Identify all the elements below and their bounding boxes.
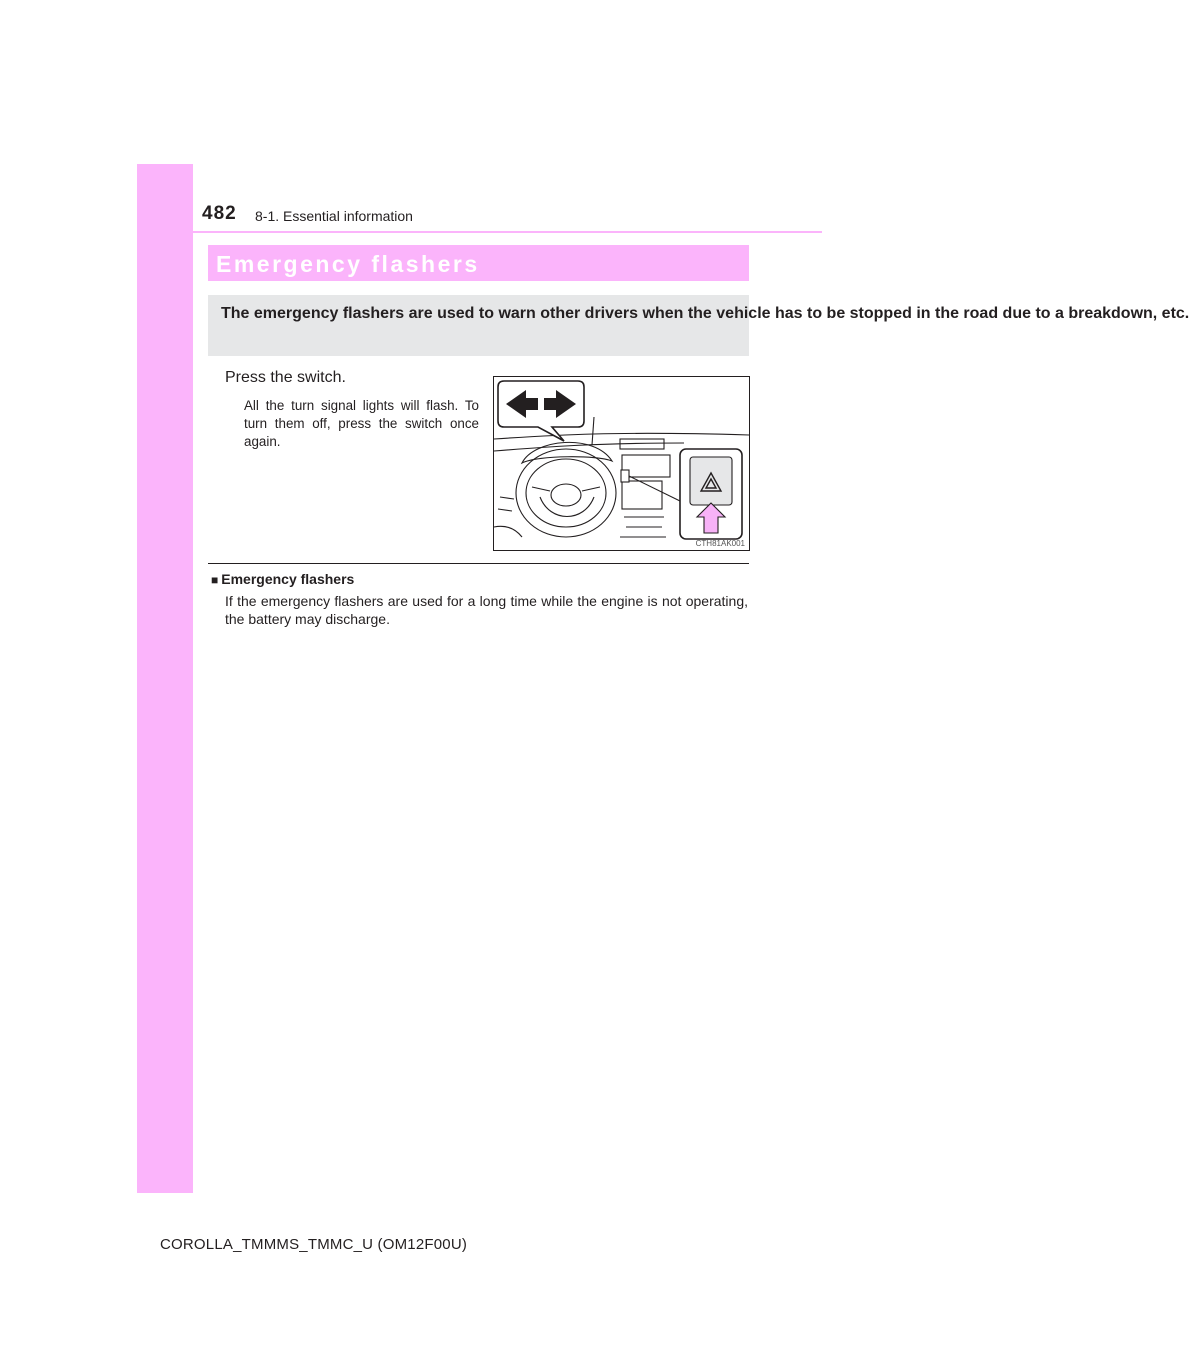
step-body: All the turn signal lights will flash. To turn them off, press the switch once again. <box>244 398 479 449</box>
note-heading-text: Emergency flashers <box>221 571 355 587</box>
intro-box <box>208 295 1189 356</box>
header-rule <box>193 231 822 233</box>
step-title: Press the switch. <box>225 369 346 386</box>
dashboard-drawing <box>494 377 749 550</box>
section-rule <box>208 563 749 564</box>
intro-text: The emergency flashers are used to warn other drivers when the vehicle has to be stopped in the road due to a breakdown, etc. <box>221 305 1189 322</box>
figure-code: CTH81AK001 <box>695 539 745 548</box>
note-body: If the emergency flashers are used for a long time while the engine is not operating, the battery may discharge. <box>225 593 748 627</box>
page-number: 482 <box>202 203 237 224</box>
note-bullet: ■ <box>211 573 219 587</box>
chapter-side-tab <box>137 164 193 1193</box>
title-bar <box>208 245 749 281</box>
footer-doc-id: COROLLA_TMMMS_TMMC_U (OM12F00U) <box>160 1236 468 1253</box>
page-title: Emergency flashers <box>216 251 480 277</box>
section-label: 8-1. Essential information <box>255 208 413 224</box>
hazard-switch-illustration <box>493 376 750 551</box>
note-heading <box>211 571 354 587</box>
